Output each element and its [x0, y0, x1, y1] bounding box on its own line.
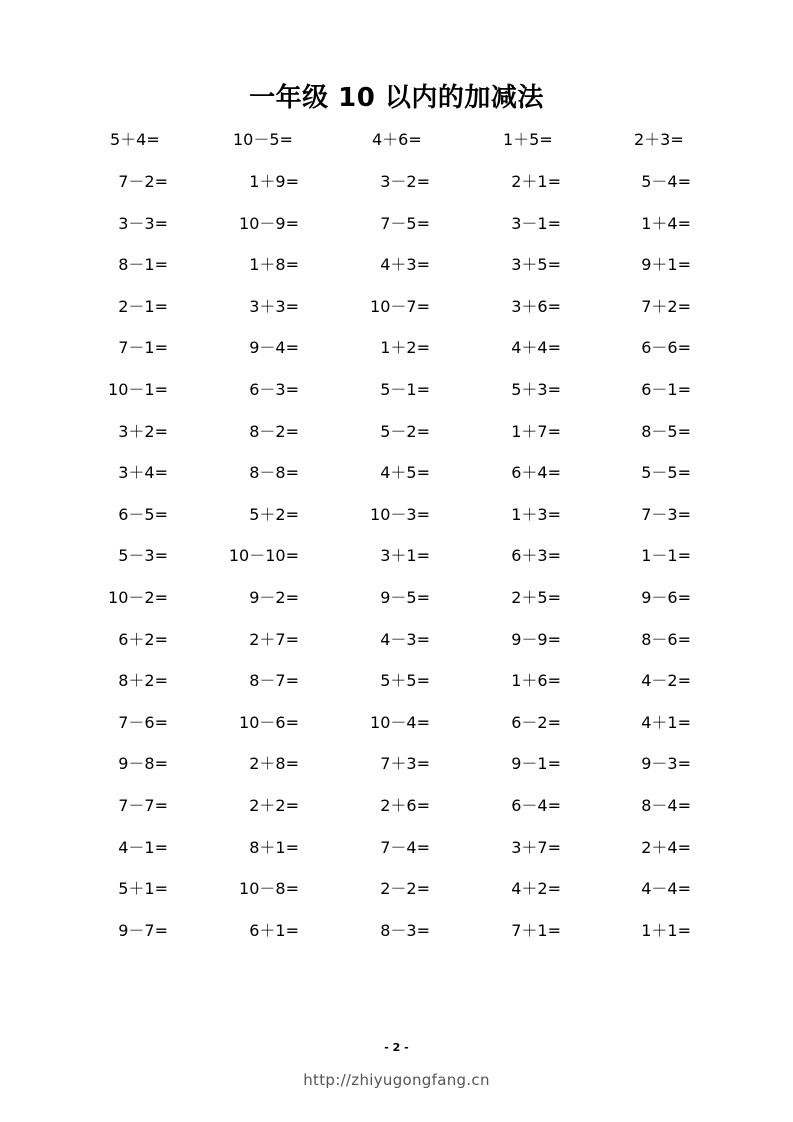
- problem-cell: 2－1=: [118, 296, 168, 316]
- problem-cell: 8－4=: [641, 796, 691, 815]
- problem-cell: 10－10=: [228, 546, 299, 566]
- problem-cell: 6－4=: [511, 796, 561, 815]
- problem-cell: 2＋8=: [249, 754, 299, 774]
- problem-cell: 6－6=: [641, 338, 691, 358]
- problem-cell: 9－5=: [380, 588, 430, 607]
- page-number: - 2 -: [384, 1041, 409, 1054]
- problem-row: [0, 459, 793, 487]
- problem-cell: 6＋3=: [511, 546, 561, 566]
- problem-cell: 9＋1=: [641, 255, 691, 275]
- problem-cell: 8－6=: [641, 629, 691, 649]
- problem-row: [0, 418, 793, 446]
- problem-cell: 5－3=: [118, 546, 168, 566]
- problem-cell: 2＋2=: [249, 796, 299, 815]
- problem-cell: 1＋9=: [249, 172, 299, 191]
- problem-cell: 6－3=: [249, 380, 299, 399]
- problem-cell: 7－3=: [641, 504, 691, 524]
- problem-cell: 8－5=: [641, 421, 691, 441]
- problem-cell: 10－7=: [370, 296, 430, 316]
- problem-cell: 3＋5=: [511, 255, 561, 275]
- problem-row: [0, 917, 793, 945]
- problem-cell: 1＋4=: [641, 213, 691, 233]
- problem-cell: 1＋6=: [511, 671, 561, 691]
- problem-cell: 6＋4=: [511, 463, 561, 483]
- problem-cell: 1＋5=: [503, 130, 553, 149]
- problem-cell: 4＋5=: [380, 463, 430, 483]
- problem-row: [0, 168, 793, 196]
- problem-cell: 7－6=: [118, 712, 168, 732]
- problem-cell: 8＋1=: [249, 837, 299, 857]
- problem-cell: 6－1=: [641, 380, 691, 399]
- problem-row: [0, 626, 793, 654]
- problem-cell: 9－3=: [641, 754, 691, 774]
- problem-cell: 7－4=: [380, 837, 430, 857]
- problem-cell: 6－5=: [118, 504, 168, 524]
- problem-cell: 10－9=: [239, 213, 299, 233]
- problem-cell: 5＋5=: [380, 671, 430, 691]
- problem-cell: 10－8=: [239, 879, 299, 899]
- problem-row: [0, 750, 793, 778]
- problem-cell: 5－5=: [641, 463, 691, 483]
- problem-cell: 10－5=: [233, 130, 293, 149]
- problem-cell: 2＋5=: [511, 588, 561, 607]
- problem-cell: 6＋2=: [118, 629, 168, 649]
- problem-cell: 8＋2=: [118, 671, 168, 691]
- problem-cell: 5＋3=: [511, 380, 561, 399]
- problem-cell: 10－3=: [370, 504, 430, 524]
- problem-cell: 9－7=: [118, 920, 168, 940]
- problem-cell: 2＋3=: [634, 130, 684, 149]
- footer-url: http://zhiyugongfang.cn: [303, 1071, 490, 1089]
- problem-cell: 1－1=: [641, 546, 691, 566]
- problem-cell: 1＋7=: [511, 421, 561, 441]
- problem-cell: 9－8=: [118, 754, 168, 774]
- problem-row: [0, 875, 793, 903]
- problem-cell: 7－5=: [380, 213, 430, 233]
- problem-cell: 1＋1=: [641, 920, 691, 940]
- problem-cell: 5＋1=: [118, 879, 168, 899]
- problem-cell: 3＋7=: [511, 837, 561, 857]
- page-title: 一年级 10 以内的加减法: [249, 83, 544, 113]
- problem-cell: 4＋1=: [641, 712, 691, 732]
- problem-cell: 10－2=: [108, 588, 168, 607]
- problem-cell: 8－3=: [380, 920, 430, 940]
- problem-cell: 10－4=: [370, 712, 430, 732]
- problem-cell: 3－2=: [380, 172, 430, 191]
- problem-cell: 5－2=: [380, 421, 430, 441]
- problem-cell: 8－2=: [249, 421, 299, 441]
- problem-row: [0, 792, 793, 820]
- problem-cell: 6＋1=: [249, 920, 299, 940]
- problem-cell: 9－2=: [249, 588, 299, 607]
- problem-cell: 4－4=: [641, 879, 691, 899]
- problem-row: [0, 376, 793, 404]
- problem-row: [0, 584, 793, 612]
- problem-cell: 3－1=: [511, 213, 561, 233]
- problem-cell: 5－4=: [641, 172, 691, 191]
- problem-row: [0, 251, 793, 279]
- problem-cell: 4－3=: [380, 629, 430, 649]
- problem-cell: 9－4=: [249, 338, 299, 358]
- problem-cell: 2＋1=: [511, 172, 561, 191]
- problem-cell: 3＋1=: [380, 546, 430, 566]
- problem-cell: 8－7=: [249, 671, 299, 691]
- problem-cell: 3＋4=: [118, 463, 168, 483]
- header-row: [0, 126, 793, 154]
- problem-cell: 1＋3=: [511, 504, 561, 524]
- problem-cell: 7＋3=: [380, 754, 430, 774]
- problem-cell: 2－2=: [380, 879, 430, 899]
- problem-cell: 7－2=: [118, 172, 168, 191]
- problem-cell: 3－3=: [118, 213, 168, 233]
- problem-row: [0, 542, 793, 570]
- problem-cell: 4＋2=: [511, 879, 561, 899]
- problem-cell: 7－7=: [118, 796, 168, 815]
- problem-cell: 9－1=: [511, 754, 561, 774]
- problem-cell: 2＋7=: [249, 629, 299, 649]
- problem-cell: 3＋2=: [118, 421, 168, 441]
- problem-cell: 10－1=: [108, 380, 168, 399]
- problem-cell: 8－1=: [118, 255, 168, 275]
- problem-cell: 4－2=: [641, 671, 691, 691]
- problem-cell: 4＋3=: [380, 255, 430, 275]
- problem-cell: 5＋4=: [110, 130, 160, 149]
- problem-cell: 2＋4=: [641, 837, 691, 857]
- problem-row: [0, 501, 793, 529]
- problem-cell: 3＋6=: [511, 296, 561, 316]
- problem-cell: 4＋6=: [372, 130, 422, 149]
- problem-cell: 7－1=: [118, 338, 168, 358]
- problem-row: [0, 834, 793, 862]
- problem-row: [0, 334, 793, 362]
- problem-cell: 9－6=: [641, 588, 691, 607]
- problem-row: [0, 667, 793, 695]
- problem-row: [0, 210, 793, 238]
- problem-cell: 2＋6=: [380, 796, 430, 815]
- problem-cell: 8－8=: [249, 463, 299, 483]
- problem-cell: 5－1=: [380, 380, 430, 399]
- problem-cell: 1＋2=: [380, 338, 430, 358]
- problem-row: [0, 293, 793, 321]
- problem-cell: 4＋4=: [511, 338, 561, 358]
- problem-cell: 10－6=: [239, 712, 299, 732]
- problem-cell: 9－9=: [511, 629, 561, 649]
- problem-row: [0, 709, 793, 737]
- problem-cell: 7＋1=: [511, 920, 561, 940]
- problem-cell: 5＋2=: [249, 504, 299, 524]
- problem-cell: 4－1=: [118, 837, 168, 857]
- problem-cell: 7＋2=: [641, 296, 691, 316]
- problem-cell: 3＋3=: [249, 296, 299, 316]
- problem-cell: 1＋8=: [249, 255, 299, 275]
- problem-cell: 6－2=: [511, 712, 561, 732]
